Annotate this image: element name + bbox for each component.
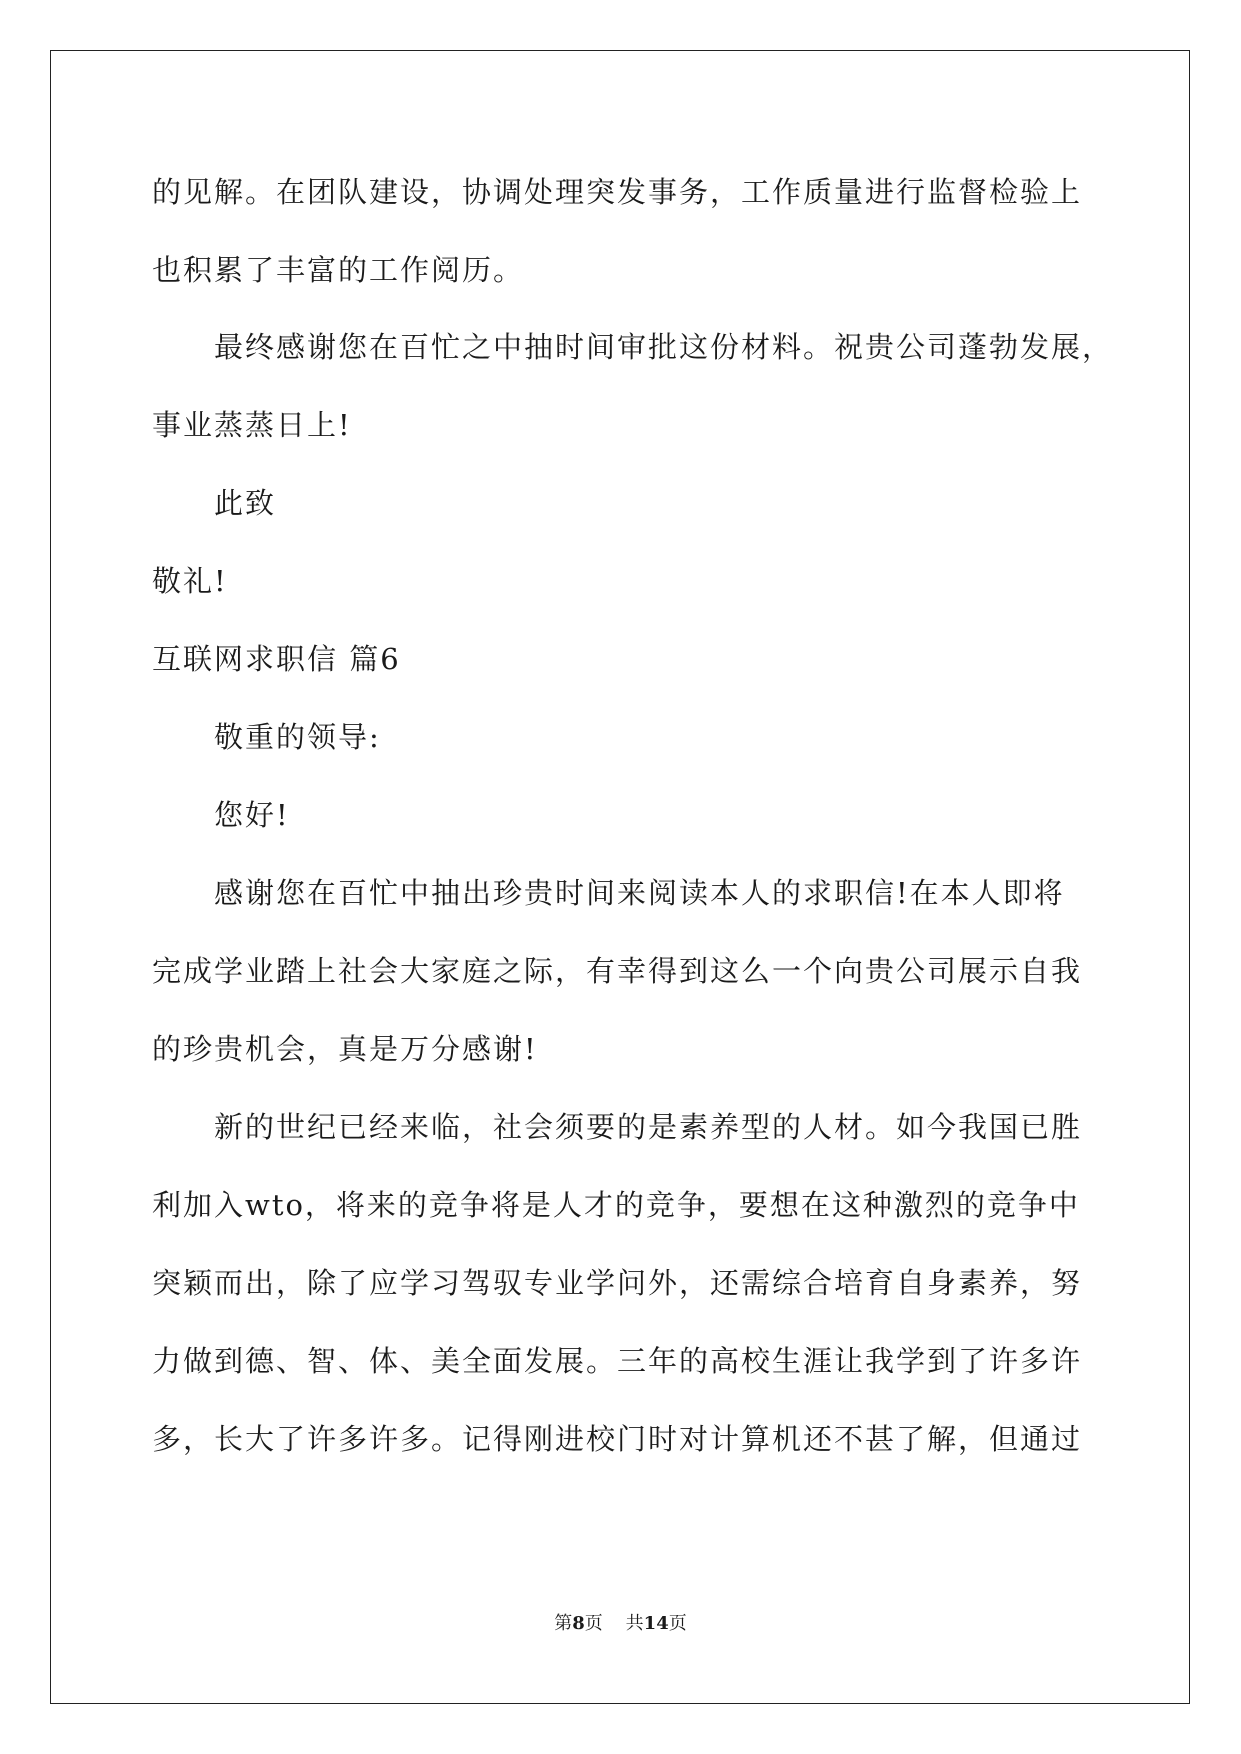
section-heading: 互联网求职信 篇6 bbox=[152, 642, 401, 676]
page-unit: 页 bbox=[584, 1613, 603, 1634]
total-prefix: 共 bbox=[625, 1613, 644, 1634]
body-line-10: 感谢您在百忙中抽出珍贵时间来阅读本人的求职信!在本人即将 bbox=[214, 876, 1065, 910]
greeting-addressee: 敬重的领导: bbox=[214, 720, 381, 754]
total-unit: 页 bbox=[668, 1613, 687, 1634]
page-footer bbox=[0, 1612, 1241, 1636]
closing-salutation: 此致 bbox=[214, 486, 277, 520]
page-prefix: 第 bbox=[554, 1613, 573, 1634]
body-line-1: 的见解。在团队建设，协调处理突发事务，工作质量进行监督检验上 bbox=[152, 175, 1083, 209]
body-line-3: 最终感谢您在百忙之中抽时间审批这份材料。祝贵公司蓬勃发展， bbox=[214, 330, 1114, 364]
greeting-hello: 您好! bbox=[214, 798, 290, 832]
body-line-17: 多，长大了许多许多。记得刚进校门时对计算机还不甚了解，但通过 bbox=[152, 1422, 1083, 1456]
body-line-13: 新的世纪已经来临，社会须要的是素养型的人材。如今我国已胜 bbox=[214, 1110, 1083, 1144]
page-number: 8 bbox=[572, 1613, 585, 1634]
body-line-2: 也积累了丰富的工作阅历。 bbox=[152, 253, 525, 287]
body-line-16: 力做到德、智、体、美全面发展。三年的高校生涯让我学到了许多许 bbox=[152, 1344, 1083, 1378]
body-line-11: 完成学业踏上社会大家庭之际，有幸得到这么一个向贵公司展示自我 bbox=[152, 954, 1083, 988]
body-line-14: 利加入wto，将来的竞争将是人才的竞争，要想在这种激烈的竞争中 bbox=[152, 1188, 1080, 1222]
body-line-4: 事业蒸蒸日上! bbox=[152, 408, 352, 442]
closing-regards: 敬礼! bbox=[152, 564, 228, 598]
body-line-15: 突颖而出，除了应学习驾驭专业学问外，还需综合培育自身素养，努 bbox=[152, 1266, 1083, 1300]
body-line-12: 的珍贵机会，真是万分感谢! bbox=[152, 1032, 538, 1066]
total-pages: 14 bbox=[643, 1613, 669, 1634]
